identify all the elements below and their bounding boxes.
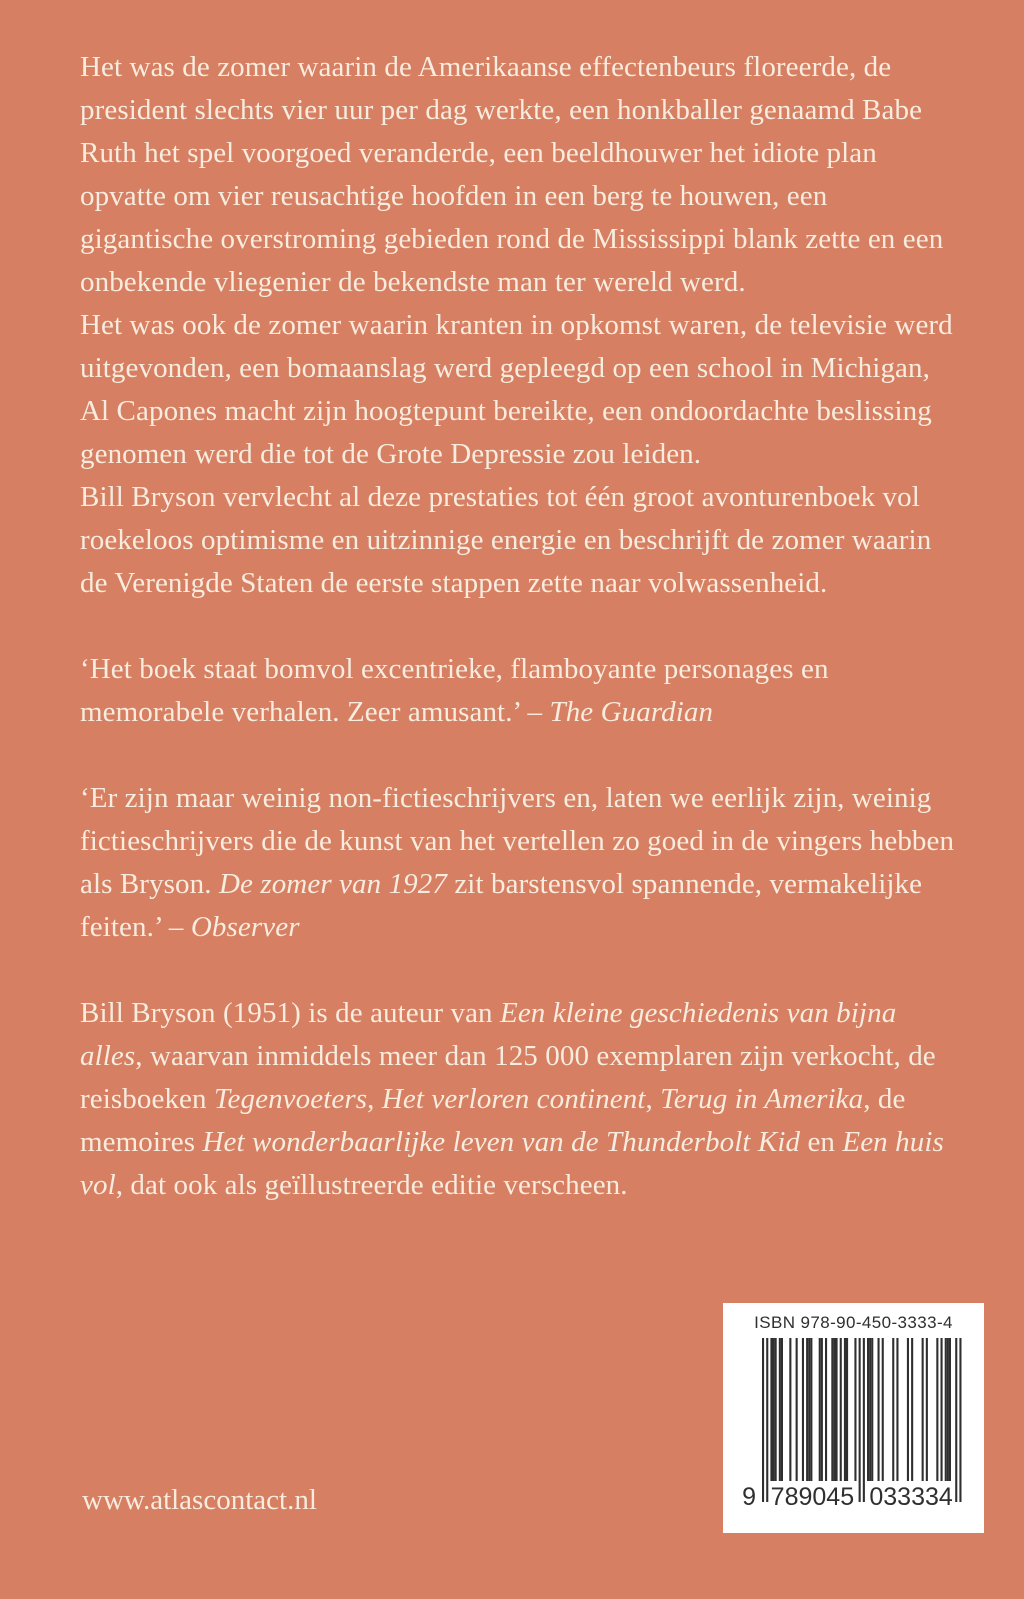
quote-guardian-source: The Guardian (549, 696, 714, 728)
bio-text-1: Bill Bryson (1951) is de auteur van (80, 997, 501, 1029)
quote-observer-book-title: De zomer van 1927 (218, 868, 447, 900)
blurb-paragraph-3: Bill Bryson vervlecht al deze prestaties tot één groot avonturenboek vol roekeloos optimisme en uitzinnige energie en beschrijft de zomer waarin de Verenigde Staten de eerste stappen zette naar volwassenheid. (80, 481, 932, 599)
bio-separator-2: , (645, 1083, 661, 1115)
review-quote-observer (80, 777, 962, 949)
svg-text:9: 9 (741, 1483, 756, 1508)
bio-book-title-2: Tegenvoeters (213, 1083, 368, 1115)
quote-observer-text-2: zit barstensvol spannende, vermakelijke feiten.’ – (80, 868, 923, 943)
bio-book-title-4: Terug in Amerika (660, 1083, 864, 1115)
bio-text-3: , de memoires (80, 1083, 906, 1158)
blurb-paragraph-1: Het was de zomer waarin de Amerikaanse effectenbeurs floreerde, de president slechts vier uur per dag werkte, een honkballer genaamd Babe Ruth het spel voorgoed veranderde, een beeldhouwer het idiote plan opvatte om vier reusachtige hoofden in een berg te houwen, een gigantische overstroming gebieden rond de Mississippi blank zette en een onbekende vliegenier de bekendste man ter wereld werd. (80, 51, 944, 298)
isbn-number-label: ISBN 978-90-450-3333-4 (754, 1313, 953, 1332)
quote-observer-source: Observer (190, 911, 300, 943)
bio-text-5: , dat ook als geïllustreerde editie verscheen. (115, 1169, 628, 1201)
author-bio (80, 992, 962, 1207)
review-quote-guardian (80, 648, 962, 734)
isbn-barcode-panel (723, 1303, 984, 1533)
quote-observer-text-1: ‘Er zijn maar weinig non-fictieschrijvers en, laten we eerlijk zijn, weinig fictieschrijvers die de kunst van het vertellen zo goed in de vingers hebben als Bryson. (80, 782, 955, 900)
svg-text:789045: 789045 (770, 1483, 854, 1508)
publisher-website: www.atlascontact.nl (82, 1484, 317, 1516)
bio-book-title-1: Een kleine geschiedenis van bijna alles (80, 997, 897, 1072)
bio-book-title-5: Het wonderbaarlijke leven van de Thunderbolt Kid (202, 1126, 801, 1158)
bio-book-title-6: Een huis vol (80, 1126, 944, 1201)
bio-text-4: en (800, 1126, 843, 1158)
bio-separator-1: , (367, 1083, 382, 1115)
svg-text:033334: 033334 (868, 1483, 953, 1508)
bio-book-title-3: Het verloren continent (381, 1083, 646, 1115)
blurb-paragraph-2: Het was ook de zomer waarin kranten in opkomst waren, de televisie werd uitgevonden, een bomaanslag werd gepleegd op een school in Michigan, Al Capones macht zijn hoogtepunt bereikte, een ondoordachte beslissing genomen werd die tot de Grote Depressie zou leiden. (80, 309, 953, 470)
bio-text-2: , waarvan inmiddels meer dan 125 000 exemplaren zijn verkocht, de reisboeken (80, 1040, 936, 1115)
ean-barcode-graphic (723, 1338, 984, 1508)
quote-guardian-text: ‘Het boek staat bomvol excentrieke, flamboyante personages en memorabele verhalen. Zeer amusant.’ – (80, 653, 829, 728)
back-cover-text (80, 46, 962, 1207)
